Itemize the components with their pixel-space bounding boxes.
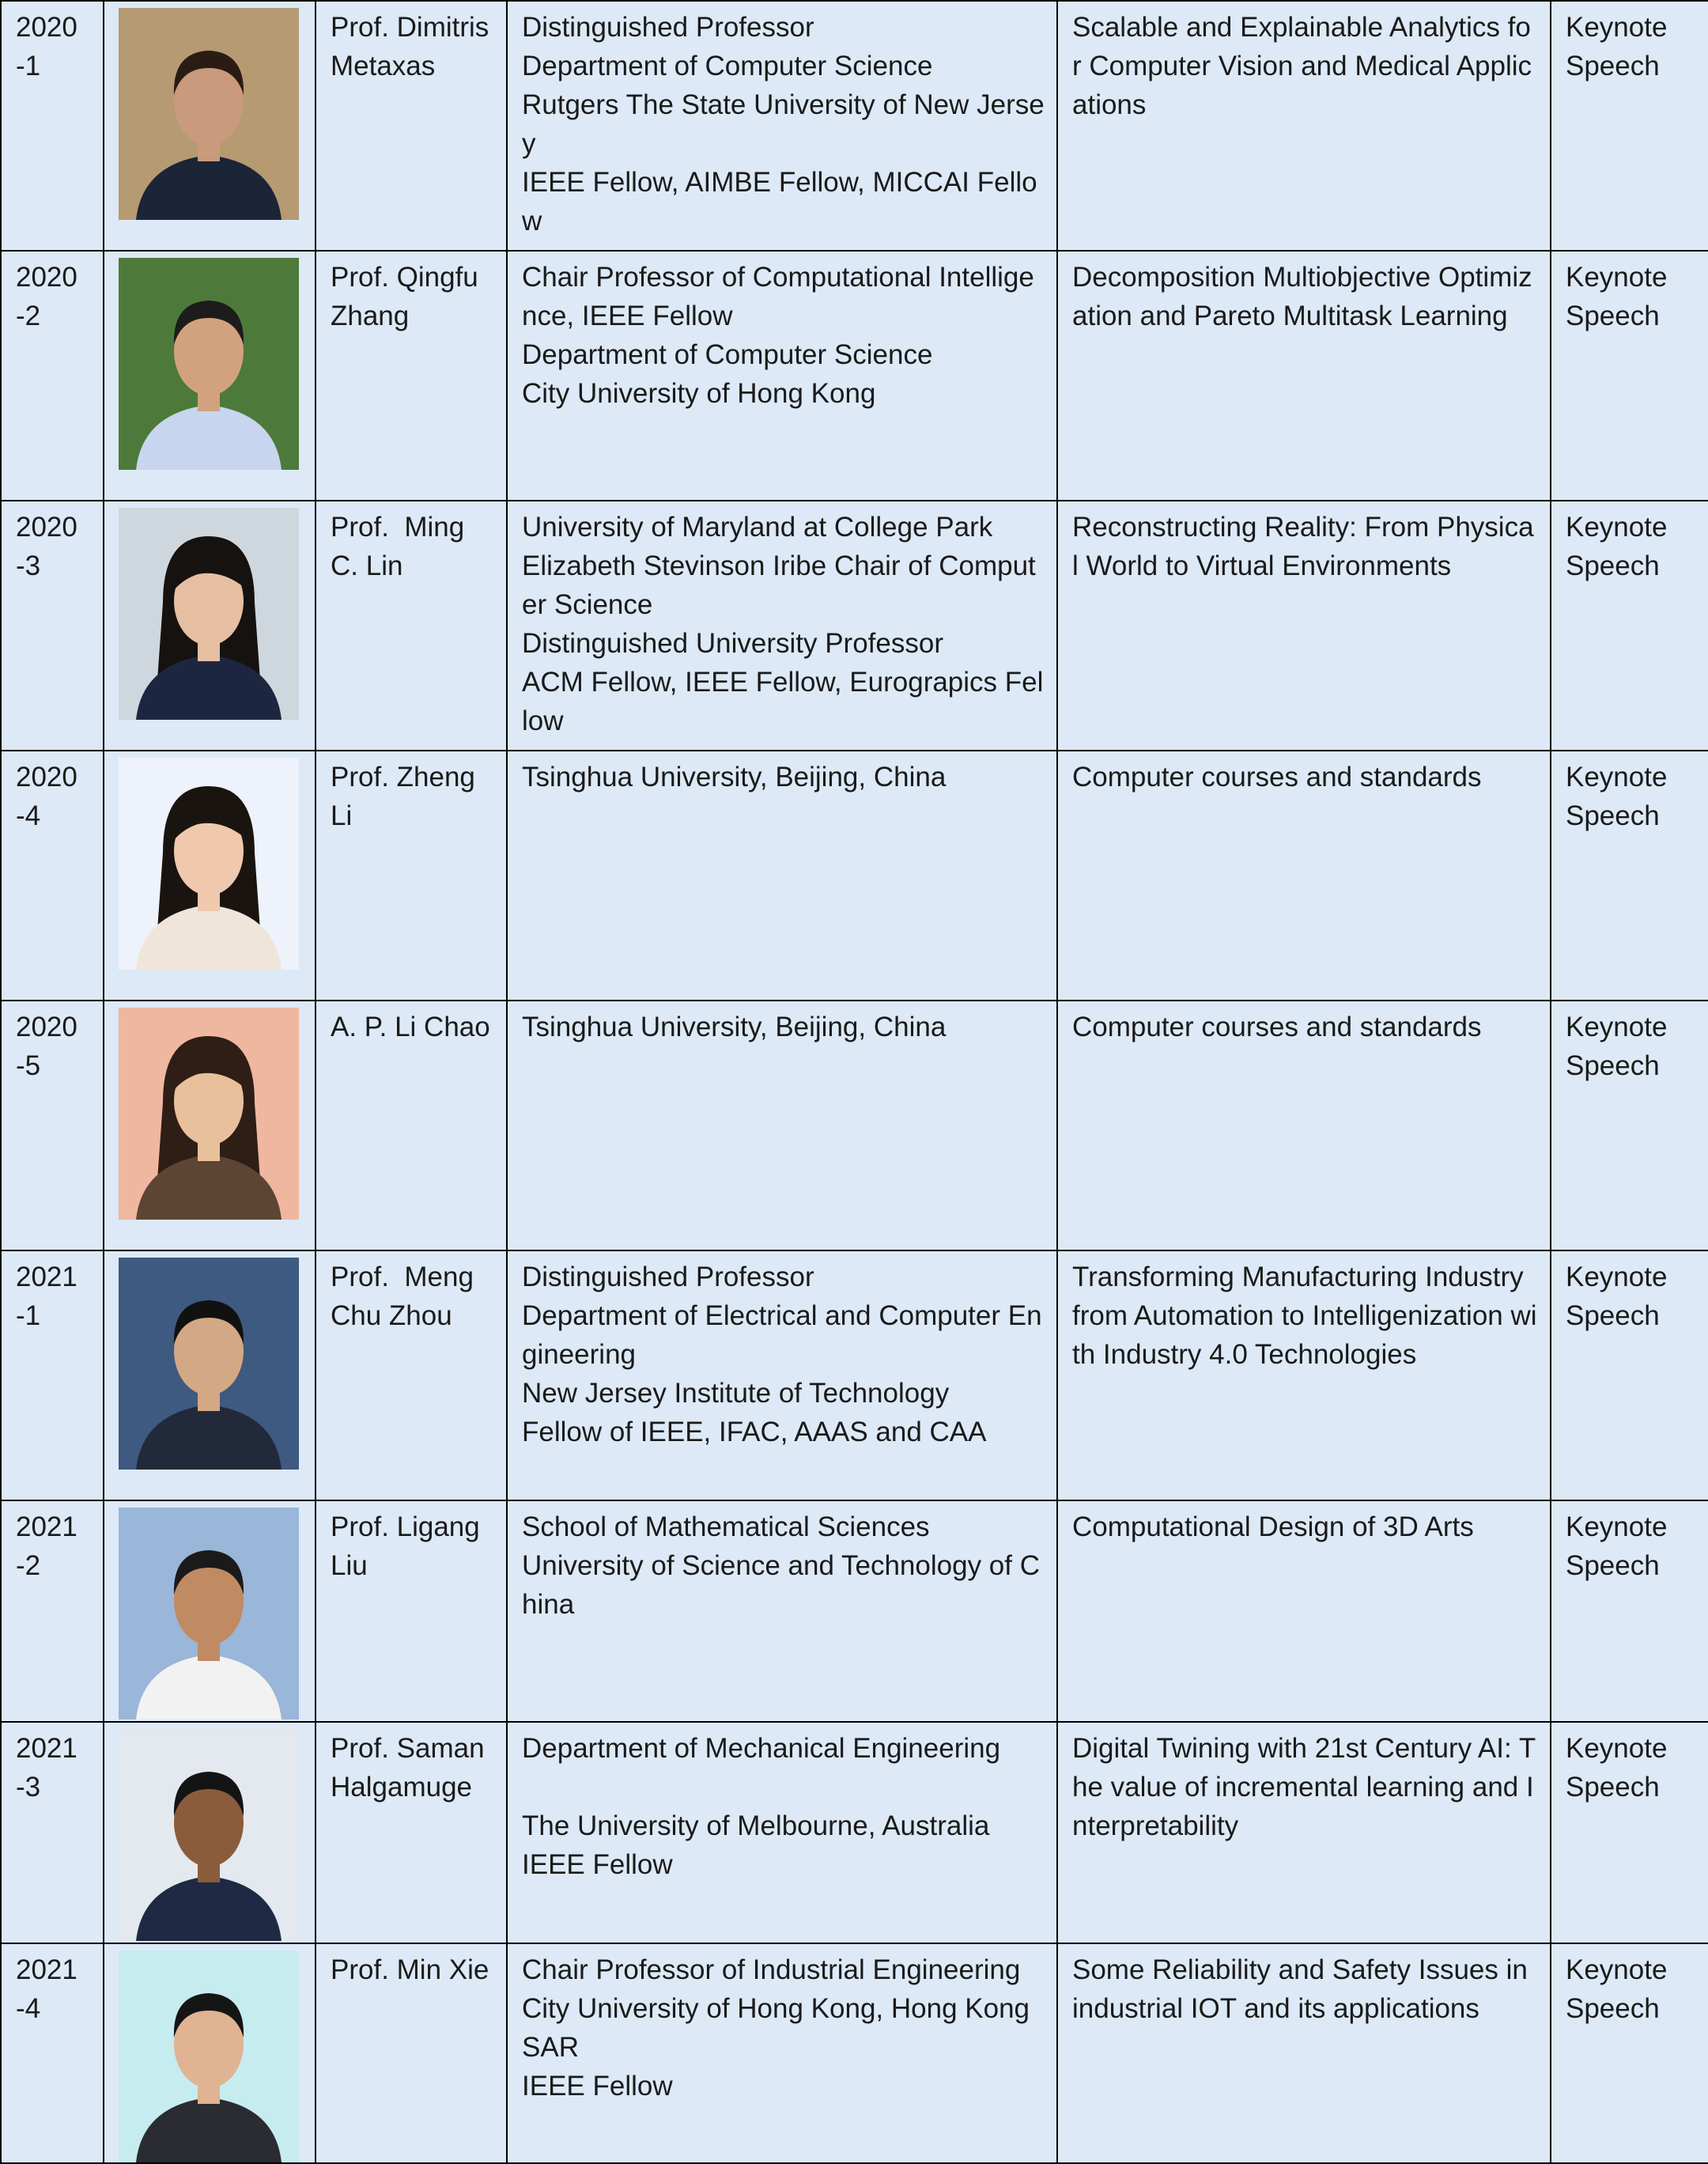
affiliation-line: Distinguished University Professor [522, 628, 943, 659]
speaker-photo-cell [104, 1722, 316, 1943]
speech-title-cell [1057, 1943, 1551, 2163]
session-id-text: -2 [16, 1550, 41, 1581]
speaker-name: Prof. Dimitris Metaxas [331, 12, 497, 81]
speaker-name: Prof. Qingfu Zhang [331, 262, 486, 331]
speaker-name-cell [316, 1500, 507, 1722]
affiliation-line: City University of Hong Kong [522, 378, 876, 409]
session-id-text: -1 [16, 1300, 41, 1331]
portrait-photo [119, 1508, 299, 1719]
session-id-cell [1, 251, 104, 501]
session-id-cell [1, 1, 104, 251]
portrait-photo [119, 1258, 299, 1470]
speech-type: Keynote Speech [1566, 1511, 1668, 1581]
affiliation-line: University of Science and Technology of China [522, 1550, 1040, 1620]
affiliation-line: University of Maryland at College Park [522, 512, 993, 543]
speech-title: Transforming Manufacturing Industry from Automation to Intelligenization with Industry 4.0 Technologies [1072, 1262, 1537, 1370]
session-id-text: -4 [16, 1993, 41, 2024]
session-id-cell [1, 501, 104, 751]
speaker-name: Prof. Ligang Liu [331, 1511, 488, 1581]
speaker-photo-cell [104, 1001, 316, 1250]
speech-type-cell [1551, 1943, 1708, 2163]
session-id-text: 2020 [16, 12, 77, 43]
portrait-photo [119, 1729, 299, 1941]
session-id-text: -3 [16, 550, 41, 581]
affiliation-cell [507, 751, 1057, 1001]
session-id-text: 2021 [16, 1733, 77, 1764]
speaker-name-cell [316, 751, 507, 1001]
speaker-name-cell [316, 1722, 507, 1943]
session-id-text: -1 [16, 51, 41, 81]
speaker-photo-cell [104, 751, 316, 1001]
table-row [1, 501, 1708, 751]
speech-title-cell [1057, 251, 1551, 501]
session-id-text: -2 [16, 301, 41, 331]
speech-title-cell [1057, 1250, 1551, 1500]
session-id-cell [1, 1943, 104, 2163]
session-id-text: -5 [16, 1050, 41, 1081]
affiliation-line: ACM Fellow, IEEE Fellow, Eurograpics Fellow [522, 667, 1044, 736]
affiliation-line: School of Mathematical Sciences [522, 1511, 930, 1542]
speech-title: Scalable and Explainable Analytics for Computer Vision and Medical Applications [1072, 12, 1532, 120]
speech-title: Decomposition Multiobjective Optimization and Pareto Multitask Learning [1072, 262, 1532, 331]
affiliation-cell [507, 1500, 1057, 1722]
affiliation-cell [507, 1722, 1057, 1943]
speaker-photo-cell [104, 251, 316, 501]
session-id-text: 2021 [16, 1262, 77, 1292]
affiliation-line: IEEE Fellow [522, 2071, 673, 2102]
affiliation-line: The University of Melbourne, Australia [522, 1810, 990, 1841]
session-id-text: 2020 [16, 512, 77, 543]
session-id-text: 2020 [16, 762, 77, 793]
speaker-name: Prof. Zheng Li [331, 762, 483, 831]
speech-type-cell [1551, 501, 1708, 751]
session-id-cell [1, 751, 104, 1001]
affiliation-line: Fellow of IEEE, IFAC, AAAS and CAA [522, 1417, 987, 1447]
affiliation-line: City University of Hong Kong, Hong Kong SAR [522, 1993, 1030, 2063]
affiliation-line: Tsinghua University, Beijing, China [522, 1012, 947, 1042]
speech-title: Some Reliability and Safety Issues in industrial IOT and its applications [1072, 1954, 1528, 2024]
affiliation-cell [507, 1, 1057, 251]
table-row [1, 1943, 1708, 2163]
speaker-name-cell [316, 1250, 507, 1500]
affiliation-cell [507, 1001, 1057, 1250]
session-id-text: -4 [16, 800, 41, 831]
affiliation-line: Department of Computer Science [522, 339, 933, 370]
speech-type-cell [1551, 751, 1708, 1001]
speech-title: Computer courses and standards [1072, 762, 1482, 793]
affiliation-line: Elizabeth Stevinson Iribe Chair of Computer Science [522, 550, 1036, 620]
speech-type: Keynote Speech [1566, 762, 1668, 831]
table-row [1, 1001, 1708, 1250]
speech-title-cell [1057, 1722, 1551, 1943]
affiliation-line: Tsinghua University, Beijing, China [522, 762, 947, 793]
session-id-text: 2020 [16, 262, 77, 293]
speech-title: Digital Twining with 21st Century AI: The value of incremental learning and Interpretability [1072, 1733, 1536, 1841]
speaker-photo-cell [104, 1943, 316, 2163]
affiliation-line: Distinguished Professor [522, 1262, 814, 1292]
affiliation-line: Department of Computer Science [522, 51, 933, 81]
speaker-name: Prof. Meng Chu Zhou [331, 1262, 482, 1331]
speech-title-cell [1057, 1001, 1551, 1250]
speaker-name: A. P. Li Chao [331, 1012, 490, 1042]
speaker-photo-cell [104, 501, 316, 751]
portrait-photo [119, 258, 299, 470]
speech-type-cell [1551, 1, 1708, 251]
table-body [1, 1, 1708, 2163]
affiliation-line [522, 1768, 1045, 1806]
affiliation-line: Department of Mechanical Engineering [522, 1733, 1001, 1764]
speech-title: Computational Design of 3D Arts [1072, 1511, 1474, 1542]
affiliation-line: IEEE Fellow, AIMBE Fellow, MICCAI Fellow [522, 167, 1037, 236]
affiliation-cell [507, 501, 1057, 751]
speaker-name: Prof. Ming C. Lin [331, 512, 472, 581]
speech-title-cell [1057, 751, 1551, 1001]
affiliation-cell [507, 251, 1057, 501]
affiliation-line: Chair Professor of Industrial Engineering [522, 1954, 1021, 1985]
speaker-photo-cell [104, 1250, 316, 1500]
speaker-photo-cell [104, 1, 316, 251]
speaker-name: Prof. Saman Halgamuge [331, 1733, 493, 1803]
portrait-photo [119, 1008, 299, 1220]
session-id-text: 2021 [16, 1954, 77, 1985]
speech-title-cell [1057, 1, 1551, 251]
table-row [1, 1, 1708, 251]
speech-type: Keynote Speech [1566, 1954, 1668, 2024]
session-id-cell [1, 1500, 104, 1722]
table-row [1, 751, 1708, 1001]
affiliation-line: Rutgers The State University of New Jersey [522, 89, 1045, 159]
session-id-cell [1, 1250, 104, 1500]
session-id-cell [1, 1001, 104, 1250]
affiliation-line: Distinguished Professor [522, 12, 814, 43]
speech-type-cell [1551, 251, 1708, 501]
speaker-name-cell [316, 251, 507, 501]
speech-title-cell [1057, 1500, 1551, 1722]
portrait-photo [119, 8, 299, 220]
speaker-name-cell [316, 1943, 507, 2163]
speech-type-cell [1551, 1500, 1708, 1722]
session-id-text: -3 [16, 1772, 41, 1803]
speech-title: Computer courses and standards [1072, 1012, 1482, 1042]
speaker-name-cell [316, 1001, 507, 1250]
affiliation-cell [507, 1250, 1057, 1500]
session-id-text: 2020 [16, 1012, 77, 1042]
speaker-name-cell [316, 501, 507, 751]
session-id-text: 2021 [16, 1511, 77, 1542]
affiliation-line: IEEE Fellow [522, 1849, 673, 1880]
speech-type: Keynote Speech [1566, 262, 1668, 331]
speech-title-cell [1057, 501, 1551, 751]
speaker-name-cell [316, 1, 507, 251]
speech-type-cell [1551, 1722, 1708, 1943]
affiliation-line: New Jersey Institute of Technology [522, 1378, 950, 1409]
speech-type-cell [1551, 1250, 1708, 1500]
speaker-name: Prof. Min Xie [331, 1954, 489, 1985]
portrait-photo [119, 508, 299, 720]
speech-type: Keynote Speech [1566, 12, 1668, 81]
speech-type: Keynote Speech [1566, 512, 1668, 581]
session-id-cell [1, 1722, 104, 1943]
affiliation-line: Department of Electrical and Computer Engineering [522, 1300, 1042, 1370]
table-row [1, 1722, 1708, 1943]
table-row [1, 1500, 1708, 1722]
speech-type: Keynote Speech [1566, 1262, 1668, 1331]
table-row [1, 251, 1708, 501]
speaker-photo-cell [104, 1500, 316, 1722]
affiliation-cell [507, 1943, 1057, 2163]
speech-type-cell [1551, 1001, 1708, 1250]
speech-type: Keynote Speech [1566, 1012, 1668, 1081]
speech-title: Reconstructing Reality: From Physical World to Virtual Environments [1072, 512, 1534, 581]
table-row [1, 1250, 1708, 1500]
speech-type: Keynote Speech [1566, 1733, 1668, 1803]
portrait-photo [119, 1950, 299, 2162]
portrait-photo [119, 758, 299, 970]
affiliation-line: Chair Professor of Computational Intelligence, IEEE Fellow [522, 262, 1034, 331]
